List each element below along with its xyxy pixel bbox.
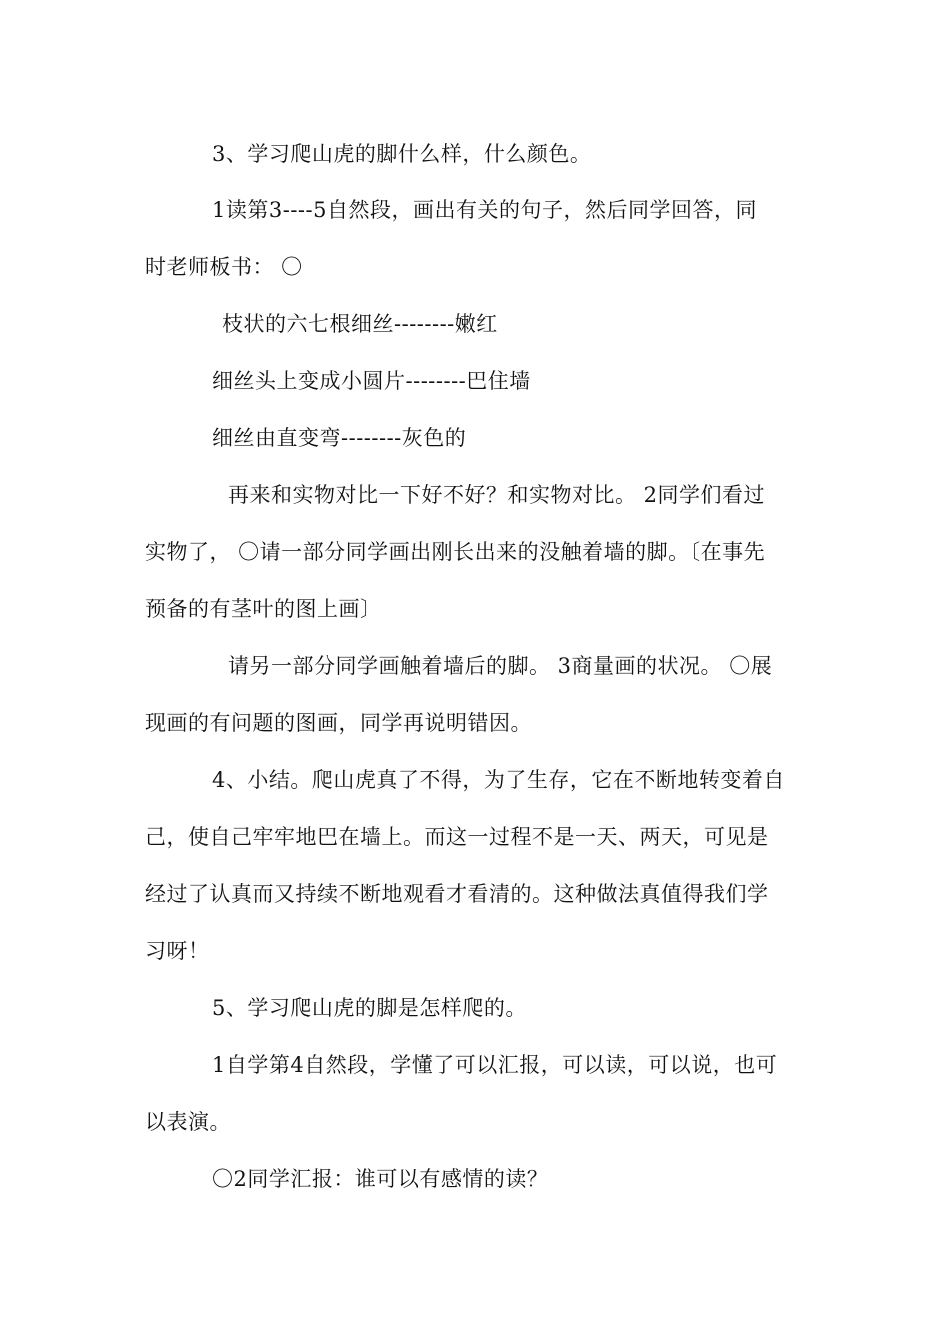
paragraph-line: 己，使自己牢牢地巴在墙上。而这一过程不是一天、两天，可见是: [145, 825, 769, 849]
paragraph-line: 再来和实物对比一下好不好？和实物对比。 2同学们看过: [228, 483, 766, 507]
paragraph-line: 预备的有茎叶的图上画〕: [145, 597, 382, 621]
paragraph-line: 请另一部分同学画触着墙后的脚。 3商量画的状况。 〇展: [228, 654, 773, 678]
paragraph-line: 4、小结。爬山虎真了不得，为了生存，它在不断地转变着自: [212, 768, 785, 792]
paragraph-line: 习呀！: [145, 939, 210, 963]
paragraph-line: 〇2同学汇报：谁可以有感情的读？: [212, 1167, 549, 1191]
paragraph-line: 细丝由直变弯--------灰色的: [212, 426, 467, 450]
paragraph-line: 以表演。: [145, 1110, 231, 1134]
paragraph-line: 时老师板书： 〇: [145, 255, 303, 279]
paragraph-line: 细丝头上变成小圆片--------巴住墙: [212, 369, 531, 393]
paragraph-line: 现画的有问题的图画，同学再说明错因。: [145, 711, 532, 735]
paragraph-line: 1读第3----5自然段，画出有关的句子，然后同学回答，同: [212, 198, 757, 222]
paragraph-line: 实物了， 〇请一部分同学画出刚长出来的没触着墙的脚。〔在事先: [145, 540, 766, 564]
paragraph-line: 1自学第4自然段，学懂了可以汇报，可以读，可以说，也可: [212, 1053, 778, 1077]
paragraph-line: 枝状的六七根细丝--------嫩红: [222, 312, 498, 336]
paragraph-line: 5、学习爬山虎的脚是怎样爬的。: [212, 996, 527, 1020]
paragraph-line: 经过了认真而又持续不断地观看才看清的。这种做法真值得我们学: [145, 882, 769, 906]
paragraph-line: 3、学习爬山虎的脚什么样，什么颜色。: [212, 142, 592, 166]
